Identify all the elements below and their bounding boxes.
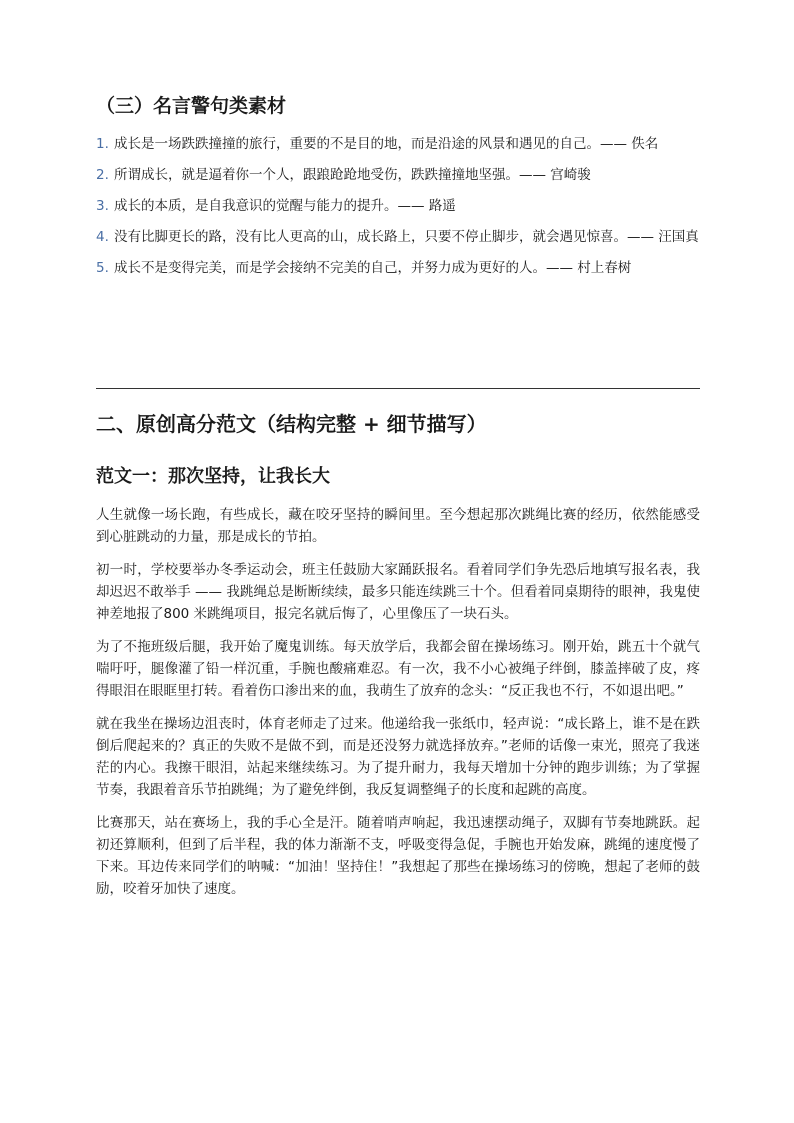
list-item — [96, 164, 700, 186]
quotes-list — [96, 133, 700, 288]
essay-paragraph: 初一时，学校要举办冬季运动会，班主任鼓励大家踊跃报名。看着同学们争先恐后地填写报名表，我却迟迟不敢举手 —— 我跳绳总是断断续续，最多只能连续跳三十个。但看着同桌期待的眼神，我鬼使神差地报了800 米跳绳项目，报完名就后悔了，心里像压了一块石头。 — [96, 562, 700, 622]
list-item — [96, 195, 700, 217]
list-item-text: 成长是一场跌跌撞撞的旅行，重要的不是目的地，而是沿途的风景和遇见的自己。—— 佚名 — [114, 136, 659, 152]
list-item-number: 4. — [96, 229, 109, 245]
section-divider — [96, 388, 700, 389]
list-item-text: 所谓成长，就是逼着你一个人，跟踉跄跄地受伤，跌跌撞撞地坚强。—— 宫崎骏 — [114, 167, 591, 183]
essay-paragraph: 人生就像一场长跑，有些成长，藏在咬牙坚持的瞬间里。至今想起那次跳绳比赛的经历，依然能感受到心脏跳动的力量，那是成长的节拍。 — [96, 507, 700, 545]
list-item-text: 没有比脚更长的路，没有比人更高的山，成长路上，只要不停止脚步，就会遇见惊喜。—— 汪国真 — [114, 229, 699, 245]
list-item-number: 1. — [96, 136, 109, 152]
list-item-text: 成长的本质，是自我意识的觉醒与能力的提升。—— 路遥 — [114, 198, 456, 214]
list-item — [96, 133, 700, 155]
essay-paragraph: 为了不拖班级后腿，我开始了魔鬼训练。每天放学后，我都会留在操场练习。刚开始，跳五十个就气喘吁吁，腿像灌了铅一样沉重，手腕也酸痛难忍。有一次，我不小心被绳子绊倒，膝盖摔破了皮，疼得眼泪在眼眶里打转。看着伤口渗出来的血，我萌生了放弃的念头：“反正我也不行，不如退出吧。” — [96, 639, 700, 699]
list-item — [96, 226, 700, 248]
quotes-section-heading: （三）名言警句类素材 — [96, 95, 287, 117]
list-item — [96, 257, 700, 279]
essay-section-heading: 二、原创高分范文（结构完整 + 细节描写） — [96, 412, 487, 436]
essay-paragraph: 比赛那天，站在赛场上，我的手心全是汗。随着哨声响起，我迅速摆动绳子，双脚有节奏地跳跃。起初还算顺利，但到了后半程，我的体力渐渐不支，呼吸变得急促，手腕也开始发麻，跳绳的速度慢了下来。耳边传来同学们的呐喊：“加油！坚持住！”我想起了那些在操场练习的傍晚，想起了老师的鼓励，咬着牙加快了速度。 — [96, 815, 700, 897]
list-item-number: 3. — [96, 198, 109, 214]
list-item-number: 5. — [96, 260, 109, 276]
list-item-number: 2. — [96, 167, 109, 183]
list-item-text: 成长不是变得完美，而是学会接纳不完美的自己，并努力成为更好的人。—— 村上春树 — [114, 260, 632, 276]
essay-body — [96, 504, 700, 911]
essay-paragraph: 就在我坐在操场边沮丧时，体育老师走了过来。他递给我一张纸巾，轻声说：“成长路上，谁不是在跌倒后爬起来的？真正的失败不是做不到，而是还没努力就选择放弃。”老师的话像一束光，照亮了我迷茫的内心。我擦干眼泪，站起来继续练习。为了提升耐力，我每天增加十分钟的跑步训练；为了掌握节奏，我跟着音乐节拍跳绳；为了避免绊倒，我反复调整绳子的长度和起跳的高度。 — [96, 716, 700, 798]
essay-title: 范文一：那次坚持，让我长大 — [96, 466, 330, 487]
